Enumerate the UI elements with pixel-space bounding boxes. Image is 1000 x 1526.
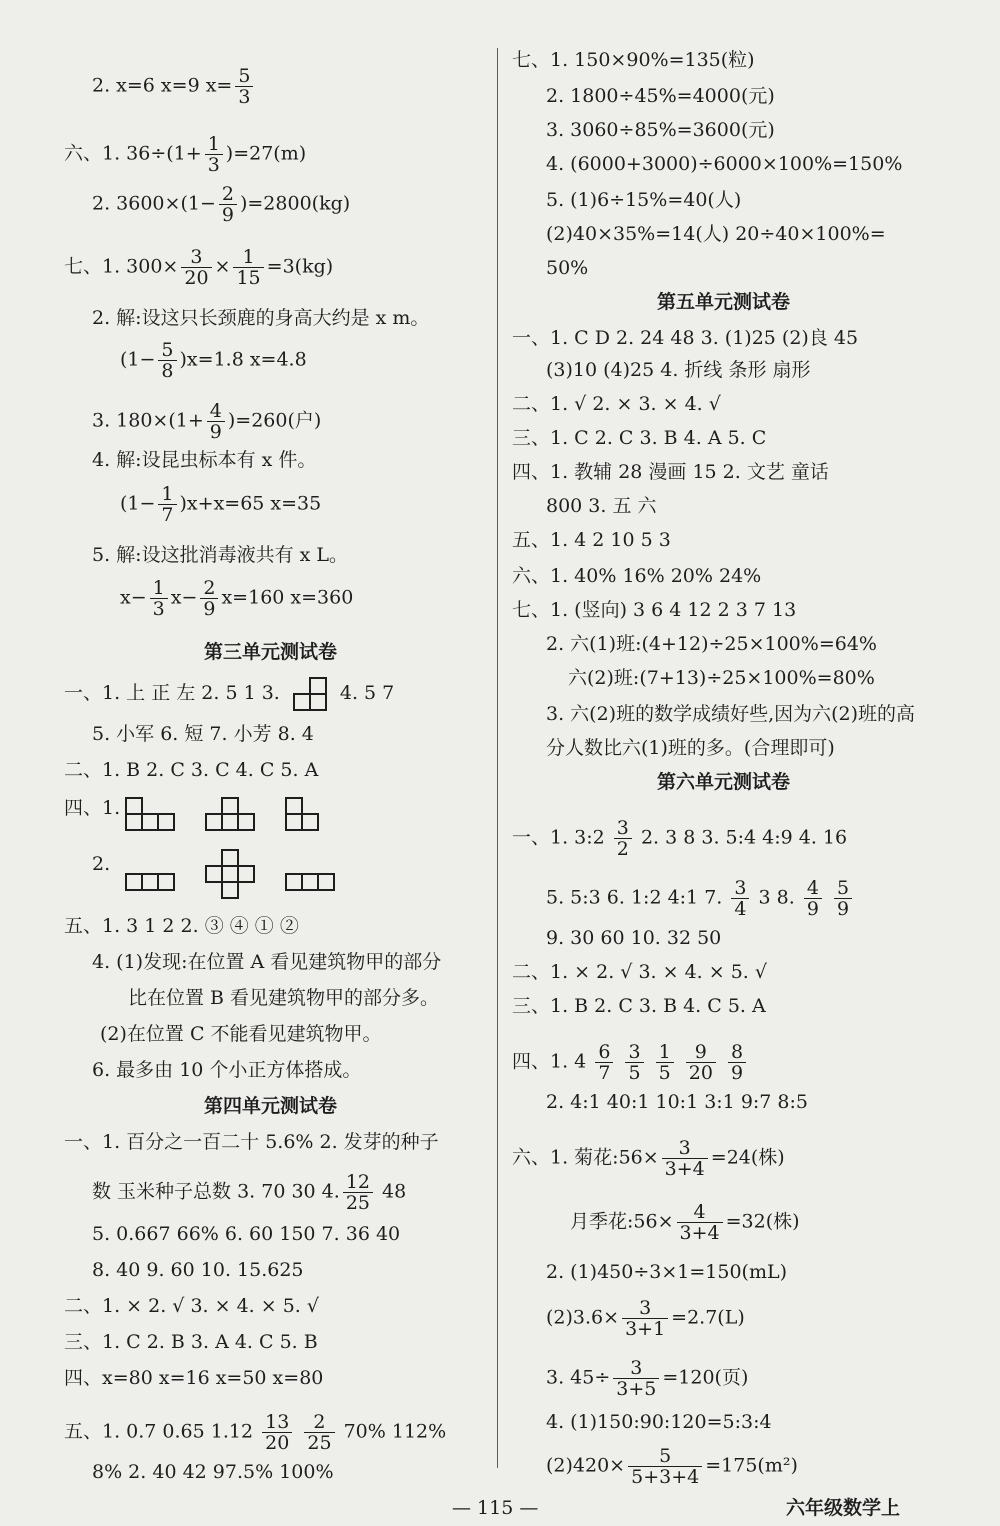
answer-line: 2. 解:设这只长颈鹿的身高大约是 x m。	[92, 307, 430, 329]
cube-view-figure	[294, 678, 326, 710]
answer-line: 8. 40 9. 60 10. 15.625	[92, 1259, 304, 1281]
column-divider	[497, 48, 498, 1468]
answer-line: 4. (6000+3000)÷6000×100%=150%	[546, 153, 903, 175]
answer-line: (3)10 (4)25 4. 折线 条形 扇形	[546, 359, 811, 381]
answer-line: 4. (1)发现:在位置 A 看见建筑物甲的部分	[92, 951, 442, 973]
fraction: $\frac{3}{4}$	[731, 878, 749, 919]
answer-line: 六、1. 菊花:56× $\frac{3}{3+4}$ =24(株)	[512, 1137, 785, 1180]
cube-view-figure	[286, 874, 334, 890]
answer-line: 2. 1800÷45%=4000(元)	[546, 85, 775, 107]
fraction: $\frac{6}{7}$	[595, 1042, 613, 1083]
fraction: $\frac{3}{2}$	[614, 818, 632, 859]
answer-line: 二、1. × 2. √ 3. × 4. × 5. √	[512, 961, 767, 983]
answer-line: 5. (1)6÷15%=40(人)	[546, 189, 742, 211]
answer-line: 二、1. B 2. C 3. C 4. C 5. A	[64, 759, 319, 781]
fraction: $\frac{13}{20}$	[262, 1412, 292, 1453]
fraction: $\frac{4}{3+4}$	[677, 1202, 723, 1243]
answer-line: 一、1. 百分之一百二十 5.6% 2. 发芽的种子	[64, 1131, 439, 1153]
answer-line: 3. 3060÷85%=3600(元)	[546, 119, 775, 141]
answer-line: 2. 六(1)班:(4+12)÷25×100%=64%	[546, 633, 877, 655]
answer-line: 50%	[546, 257, 589, 279]
fraction: $\frac{2}{9}$	[200, 578, 218, 619]
view-figures-row1	[126, 798, 344, 830]
fraction: $\frac{2}{9}$	[219, 184, 237, 225]
answer-line: (1− $\frac{5}{8}$ )x=1.8 x=4.8	[120, 339, 307, 382]
answer-line: 六(2)班:(7+13)÷25×100%=80%	[568, 667, 875, 689]
answer-line: 8% 2. 40 42 97.5% 100%	[92, 1461, 334, 1483]
cube-view-figure	[206, 798, 254, 830]
answer-line: 七、1. 300× $\frac{3}{20}$ × $\frac{1}{15}$ =3(kg)	[64, 246, 334, 289]
section-heading-unit4: 第四单元测试卷	[204, 1095, 338, 1117]
answer-line: 三、1. C 2. C 3. B 4. A 5. C	[512, 427, 767, 449]
answer-line: 一、1. 3:2 $\frac{3}{2}$ 2. 3 8 3. 5:4 4:9 4. 16	[512, 817, 848, 860]
answer-line: 5. 小军 6. 短 7. 小芳 8. 4	[92, 723, 314, 745]
answer-line: 2.	[92, 853, 111, 875]
answer-line: 六、1. 36÷(1+ $\frac{1}{3}$ )=27(m)	[64, 133, 307, 176]
fraction: $\frac{1}{7}$	[158, 484, 176, 525]
answer-line: 月季花:56× $\frac{4}{3+4}$ =32(株)	[570, 1201, 800, 1244]
answer-line: 2. x=6 x=9 x= $\frac{5}{3}$	[92, 66, 256, 107]
answer-line: 比在位置 B 看见建筑物甲的部分多。	[128, 987, 440, 1009]
answer-line: 分人数比六(1)班的多。(合理即可)	[546, 737, 835, 759]
answer-line: 二、1. × 2. √ 3. × 4. × 5. √	[64, 1295, 319, 1317]
fraction: $\frac{3}{20}$	[181, 247, 211, 288]
fraction: $\frac{5}{9}$	[834, 878, 852, 919]
view-figures-row2	[126, 850, 360, 898]
page-number: — 115 —	[452, 1497, 539, 1519]
cube-view-figure	[286, 798, 318, 830]
answer-line: 5. 解:设这批消毒液共有 x L。	[92, 544, 348, 566]
answer-line: 5. 0.667 66% 6. 60 150 7. 36 40	[92, 1223, 401, 1245]
answer-line: (2)420× $\frac{5}{5+3+4}$ =175(m²)	[546, 1445, 798, 1488]
fraction: $\frac{4}{9}$	[207, 401, 225, 442]
answer-line: 3. 六(2)班的数学成绩好些,因为六(2)班的高	[546, 703, 916, 725]
answer-line: (2)在位置 C 不能看见建筑物甲。	[100, 1023, 382, 1045]
fraction: $\frac{4}{9}$	[804, 878, 822, 919]
answer-line: 六、1. 40% 16% 20% 24%	[512, 565, 762, 587]
fraction: $\frac{5}{8}$	[158, 340, 176, 381]
fraction: $\frac{1}{5}$	[656, 1042, 674, 1083]
answer-line: 一、1. C D 2. 24 48 3. (1)25 (2)良 45	[512, 327, 859, 349]
answer-line: 五、1. 0.7 0.65 1.12 $\frac{13}{20}$ $\frac{2}{25}$ 70% 112%	[64, 1411, 447, 1454]
answer-line: 七、1. 150×90%=135(粒)	[512, 49, 755, 71]
cube-view-figure	[126, 874, 174, 890]
cube-view-figure	[206, 850, 254, 898]
fraction: $\frac{12}{25}$	[343, 1172, 373, 1213]
answer-line: 三、1. C 2. B 3. A 4. C 5. B	[64, 1331, 318, 1353]
fraction: $\frac{3}{3+5}$	[613, 1358, 659, 1399]
cube-view-figure	[126, 798, 174, 830]
answer-line: 4. (1)150:90:120=5:3:4	[546, 1411, 772, 1433]
fraction: $\frac{5}{5+3+4}$	[628, 1446, 702, 1487]
answer-line: 四、1. 4 $\frac{6}{7}$ $\frac{3}{5}$ $\frac{1}{5}$ $\frac{9}{20}$ $\frac{8}{9}$	[512, 1042, 749, 1083]
section-heading-unit3: 第三单元测试卷	[204, 641, 338, 663]
answer-line: 四、1.	[64, 797, 121, 819]
section-heading-unit5: 第五单元测试卷	[657, 291, 791, 313]
fraction: $\frac{5}{3}$	[235, 66, 253, 107]
answer-line: 三、1. B 2. C 3. B 4. C 5. A	[512, 995, 766, 1017]
answer-line: 4. 解:设昆虫标本有 x 件。	[92, 449, 317, 471]
answer-line: 2. 3600×(1− $\frac{2}{9}$ )=2800(kg)	[92, 183, 351, 226]
fraction: $\frac{9}{20}$	[686, 1042, 716, 1083]
answer-line: 3. 45÷ $\frac{3}{3+5}$ =120(页)	[546, 1357, 749, 1400]
answer-line: x− $\frac{1}{3}$ x− $\frac{2}{9}$ x=160 x=360	[120, 577, 354, 620]
answer-line: 四、1. 教辅 28 漫画 15 2. 文艺 童话	[512, 461, 829, 483]
fraction: $\frac{1}{3}$	[205, 134, 223, 175]
answer-line: (1− $\frac{1}{7}$ )x+x=65 x=35	[120, 483, 322, 526]
answer-line: 五、1. 3 1 2 2. ③ ④ ① ②	[64, 915, 299, 937]
answer-line: 2. 4:1 40:1 10:1 3:1 9:7 8:5	[546, 1091, 809, 1113]
answer-line: 五、1. 4 2 10 5 3	[512, 529, 671, 551]
answer-line: 2. (1)450÷3×1=150(mL)	[546, 1261, 788, 1283]
answer-line: 数 玉米种子总数 3. 70 30 4. $\frac{12}{25}$ 48	[92, 1171, 407, 1214]
fraction: $\frac{3}{5}$	[625, 1042, 643, 1083]
answer-line: (2)40×35%=14(人) 20÷40×100%=	[546, 223, 886, 245]
answer-line: 四、x=80 x=16 x=50 x=80	[64, 1367, 324, 1389]
answer-line: 二、1. √ 2. × 3. × 4. √	[512, 393, 721, 415]
answer-line: 一、1. 上 正 左 2. 5 1 3. 4. 5 7	[64, 678, 394, 710]
answer-line: 七、1. (竖向) 3 6 4 12 2 3 7 13	[512, 599, 797, 621]
fraction: $\frac{8}{9}$	[728, 1042, 746, 1083]
fraction: $\frac{1}{15}$	[233, 247, 263, 288]
answer-line: 3. 180×(1+ $\frac{4}{9}$ )=260(户)	[92, 400, 322, 443]
answer-line: 9. 30 60 10. 32 50	[546, 927, 722, 949]
fraction: $\frac{2}{25}$	[304, 1412, 334, 1453]
answer-line: 6. 最多由 10 个小正方体搭成。	[92, 1059, 362, 1081]
book-label: 六年级数学上	[786, 1497, 901, 1519]
answer-line: 5. 5:3 6. 1:2 4:1 7. $\frac{3}{4}$ 3 8. $\frac{4}{9}$ $\frac{5}{9}$	[546, 878, 855, 919]
answer-line: 800 3. 五 六	[546, 495, 657, 517]
fraction: $\frac{3}{3+1}$	[622, 1298, 668, 1339]
fraction: $\frac{3}{3+4}$	[662, 1138, 708, 1179]
fraction: $\frac{1}{3}$	[150, 578, 168, 619]
answer-line: (2)3.6× $\frac{3}{3+1}$ =2.7(L)	[546, 1297, 745, 1340]
section-heading-unit6: 第六单元测试卷	[657, 771, 791, 793]
